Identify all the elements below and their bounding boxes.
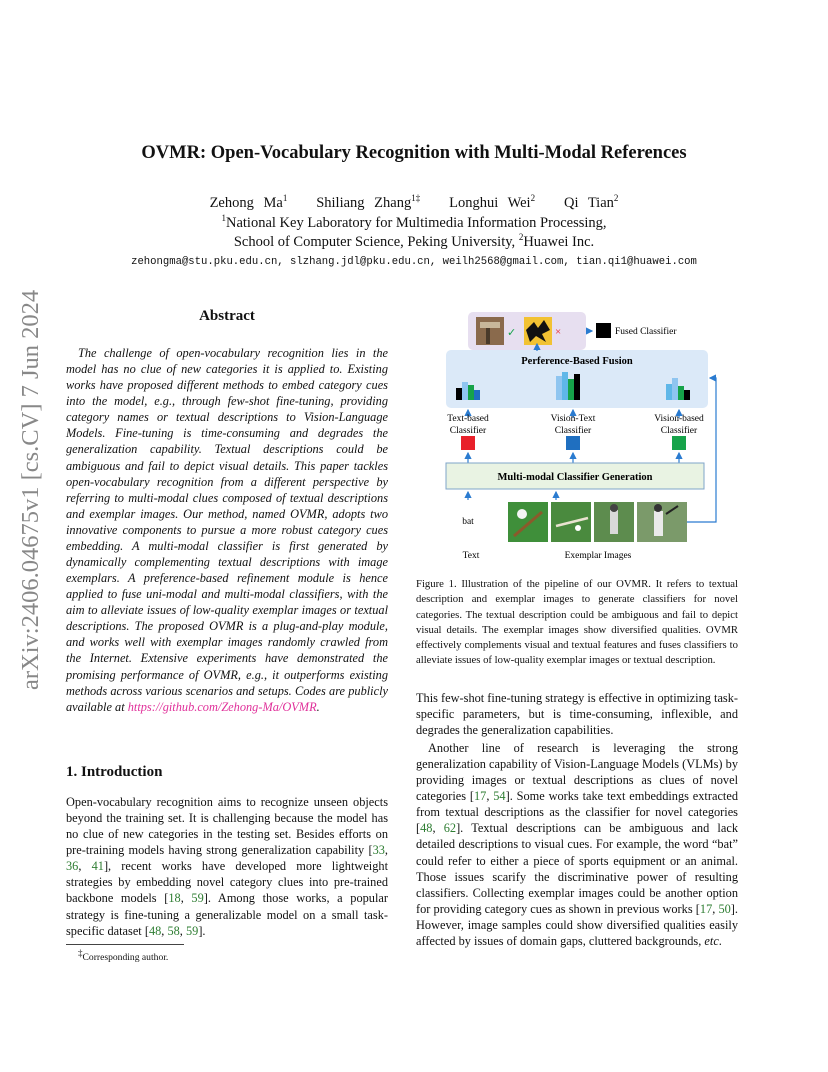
bar-group-middle (556, 372, 580, 400)
arxiv-identifier: arXiv:2406.04675v1 [cs.CV] 7 Jun 2024 (17, 289, 44, 691)
affiliation-sup: 2 (518, 232, 524, 243)
right-text: . (718, 933, 722, 948)
author-name: Longhui Wei (449, 195, 531, 211)
exemplar-images-label: Exemplar Images (564, 551, 632, 561)
citation-link[interactable]: 17 (699, 901, 713, 916)
figure-caption: Figure 1. Illustration of the pipeline of our OVMR. It refers to textual description and exemplar images to generate classifiers for novel categories. The textual description could be ambiguous and fail to depict visual details. The exemplar images show diversified qualities. OVMR effectively complements visual and textual features and fuses classifiers to alleviate issues of low-quality exemplar images or textual description. (416, 578, 738, 667)
affiliation-text: Huawei Inc. (523, 234, 595, 250)
bat-word: bat (462, 517, 474, 527)
footnote-mark: ‡ (78, 947, 83, 958)
citation-link[interactable]: 17 (473, 789, 487, 804)
intro-text: ], recent works have developed more lightweight strategies by embedding novel category clues into pre-trained backbone models [ (66, 859, 389, 906)
citation-link[interactable]: 59 (185, 923, 199, 938)
exemplar-images (508, 502, 687, 542)
abstract-end: . (316, 699, 320, 714)
intro-text: ]. Among those works, a popular strategy is fine-tuning a generalizable model on a small task-specific dataset [ (66, 891, 388, 938)
check-icon: ✓ (507, 327, 517, 339)
section-heading-introduction: 1. Introduction (66, 764, 163, 780)
citation-link[interactable]: 54 (493, 789, 506, 804)
citation-link[interactable]: 50 (718, 901, 731, 916)
vision-text-label: Vision-Text (550, 414, 596, 424)
citation-link[interactable]: 48 (420, 821, 433, 836)
affiliation-text: School of Computer Science, Peking University, (233, 234, 519, 250)
intro-text: Open-vocabulary recognition aims to recognize unseen objects beyond the training set. It is challenging because the model has no clue of new categories in the testing set. Besides efforts on pre-training models having strong generalization capability [ (66, 795, 388, 858)
footnote-text: Corresponding author. (82, 952, 169, 963)
code-link[interactable]: https://github.com/Zehong-Ma/OVMR (127, 699, 317, 714)
right-text: ]. Textual descriptions can be ambiguous and lack detailed descriptions to visual cues. For example, the word “bat” could refer to either a piece of sports equipment or an animal. Those issues scarify the discriminative power of resulting classifiers. Collecting exemplar images could be another option for providing category cues as shown in previous works [ (416, 821, 738, 916)
fused-classifier-icon (596, 323, 611, 338)
citation-link[interactable]: 59 (191, 891, 204, 906)
fusion-title: Perference-Based Fusion (521, 356, 633, 367)
right-text: ]. However, image samples could show diversified qualities easily affected by issues of domain gaps, cluttered backgrounds, (416, 901, 738, 948)
citation-link[interactable]: 62 (443, 821, 457, 836)
affiliation-text: National Key Laboratory for Multimedia Information Processing, (225, 215, 607, 231)
abstract-heading: Abstract (199, 308, 255, 324)
text-based-label: Classifier (449, 426, 487, 436)
abstract-body (66, 345, 388, 715)
paper-title: OVMR: Open-Vocabulary Recognition with Multi-Modal References (141, 143, 687, 163)
affiliation-sup: 1 (221, 213, 226, 224)
intro-text: ]. (198, 923, 206, 938)
fused-classifier-label: Fused Classifier (615, 327, 677, 337)
text-classifier-square (461, 436, 475, 450)
citation-link[interactable]: 18 (168, 891, 181, 906)
author-sup: 1 (282, 193, 288, 204)
intro-paragraph: Open-vocabulary recognition aims to recognize unseen objects beyond the training set. It is challenging because the model has no clue of new categories in the testing set. Besides efforts on pre-training models having strong generalization capability [33, 36, 41], recent works have developed more lightweight strategies by embedding novel category clues into pre-trained backbone models [18, 59]. Among those works, a popular strategy is fine-tuning a generalizable model on a small task-specific dataset [48, 58, 59]. (66, 795, 389, 938)
footnote (78, 947, 169, 963)
author-name: Qi Tian (563, 195, 614, 211)
citation-link[interactable]: 33 (372, 843, 385, 858)
author-name: Shiliang Zhang (316, 195, 412, 211)
author-emails: zehongma@stu.pku.edu.cn, slzhang.jdl@pku.edu.cn, weilh2568@gmail.com, tian.qi1@huawei.com (131, 256, 697, 268)
cross-icon: × (555, 326, 562, 338)
vision-text-classifier-square (566, 436, 580, 450)
vision-based-label: Classifier (660, 426, 698, 436)
text-based-label: Text-based (447, 414, 489, 424)
right-paragraph-1: This few-shot fine-tuning strategy is effective in optimizing task-specific parameters, but is time-consuming, inflexible, and degrades the generalization capabilities. (416, 691, 739, 738)
right-text: Another line of research is leveraging the strong generalization capability of Vision-Language Models (VLMs) by providing images or textual descriptions as clues of novel categories [ (416, 741, 738, 804)
vision-text-label: Classifier (554, 426, 592, 436)
author-name: Zehong Ma (209, 195, 283, 211)
figure-1 (416, 300, 738, 570)
affiliation-line-1 (0, 215, 828, 232)
generation-title: Multi-modal Classifier Generation (497, 472, 653, 483)
right-text: ]. Some works take text embeddings extracted from textual descriptions as the classifier for novel categories [ (416, 789, 739, 836)
author-sup: 1‡ (411, 193, 421, 204)
citation-link[interactable]: 58 (167, 923, 180, 938)
author-list (0, 195, 828, 212)
abstract-text: The challenge of open-vocabulary recognition lies in the model has no clue of new categories it is applied to. Existing works have proposed different methods to embed category cues into the model, e.g., through few-shot fine-tuning, providing category names or textual descriptions to Vision-Language Models. Fine-tuning is time-consuming and degrades the generalization capability. Textual descriptions could be ambiguous and fail to depict visual details. This paper tackles open-vocabulary recognition from a different perspective by referring to multi-modal clues composed of textual descriptions and exemplar images. Our method, named OVMR, adopts two innovative components to pursue a more robust category cues embedding. A multi-modal classifier is first generated by dynamically complementing textual descriptions with image exemplars. A preference-based refinement module is hence applied to fuse uni-modal and multi-modal classifiers, with the aim to alleviate issues of low-quality exemplar images or textual descriptions. The proposed OVMR is a plug-and-play module, and works well with exemplar images randomly crawled from the Internet. Extensive experiments have demonstrated the promising performance of OVMR, e.g., it outperforms existing methods across various scenarios and setups. Codes are publicly available at (66, 346, 388, 714)
citation-link[interactable]: 36 (66, 859, 79, 874)
footnote-rule (66, 944, 184, 945)
citation-link[interactable]: 48 (148, 923, 162, 938)
vision-based-label: Vision-based (654, 414, 704, 424)
affiliation-line-2 (0, 234, 828, 251)
vision-classifier-square (672, 436, 686, 450)
right-paragraph-2: Another line of research is leveraging the strong generalization capability of Vision-Language Models (VLMs) by providing images or textual descriptions as clues of novel categories [17, 54]. Some works take text embeddings extracted from textual descriptions as the classifier for novel categories [48, 62]. Textual descriptions can be ambiguous and lack detailed descriptions to visual cues. For example, the word “bat” could refer to either a piece of sports equipment or an animal. Those issues scarify the discriminative power of resulting classifiers. Collecting exemplar images could be another option for providing category cues as shown in previous works [17, 50]. However, image samples could show diversified qualities easily affected by issues of domain gaps, cluttered backgrounds, etc. (416, 741, 739, 948)
citation-link[interactable]: 41 (91, 859, 104, 874)
pipeline-diagram (416, 300, 738, 570)
author-sup: 2 (613, 193, 619, 204)
author-sup: 2 (530, 193, 536, 204)
text-input-label: Text (462, 551, 480, 561)
etc-word: etc (704, 933, 719, 948)
